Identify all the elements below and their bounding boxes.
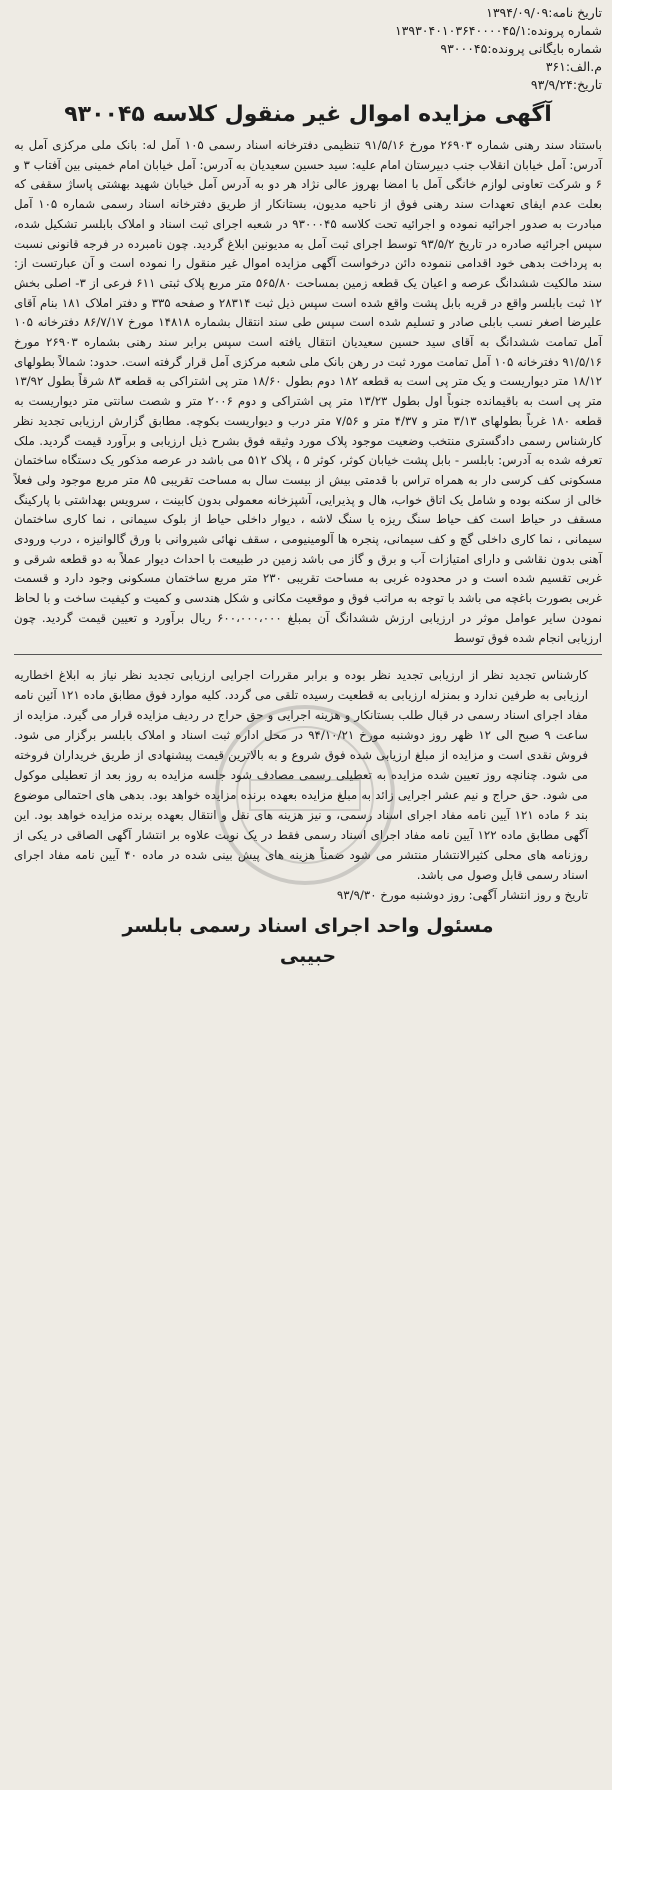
notice-continuation: کارشناس تجدید نظر از ارزیابی تجدید نظر بوده و برابر مقررات اجرایی ارزیابی تجدید نظر نیاز به ابلاغ اخطاریه ارزیابی به طرفین ندارد و بمنزله ارزیابی به قطعیت رسیده تلقی می گردد. کلیه موارد فوق مطابق ماده ۱۲۱ آئین نامه مفاد اجرای اسناد رسمی در قبال طلب بستانکار و هزینه اجرایی و حق حراج در ردیف مزایده قرار می گیرد. مزایده از ساعت ۹ صبح الی ۱۲ ظهر روز دوشنبه مورخ ۹۴/۱۰/۲۱ در محل اداره ثبت اسناد و املاک بابلسر برگزار می شود. فروش نقدی است و مزایده از مبلغ ارزیابی شده فوق شروع و به بالاترین قیمت پیشنهادی از طریق خریداران فروخته می شود. چنانچه روز تعیین شده مزایده به تعطیلی رسمی مصادف شود جلسه مزایده به روز بعد از تعطیلی موکول می شود. حق حراج و نیم عشر اجرایی زائد به مبلغ مزایده بعهده برنده مزایده خواهد بود. بدهی های احتمالی موضوع بند ۶ ماده ۱۲۱ آیین نامه مفاد اجرای اسناد رسمی، و نیز هزینه های نقل و انتقال بعهده برنده مزایده خواهد بود. این آگهی مطابق ماده ۱۲۲ آیین نامه مفاد اجرای اسناد رسمی فقط در یک نوبت علاوه بر انتشار آگهی الصاقی در یکی از روزنامه های محلی کثیرالانتشار منتشر می شود ضمناً هزینه های پیش بینی شده در ماده ۴۰ آیین نامه مفاد اجرای اسناد رسمی قابل وصول می باشد. — [14, 668, 589, 883]
section-divider — [14, 654, 602, 655]
notice-title: آگهی مزایده اموال غیر منقول کلاسه ۹۳۰۰۴۵ — [64, 102, 552, 127]
signature-name: حبیبی — [279, 945, 337, 968]
notice-content — [0, 0, 612, 969]
notice-date: تاریخ:۹۳/۹/۲۴ — [530, 77, 602, 92]
case-number: شماره پرونده:۱۳۹۳۰۴۰۱۰۳۶۴۰۰۰۰۴۵/۱ — [394, 23, 602, 38]
archive-number: شماره بایگانی پرونده:۹۳۰۰۰۴۵ — [440, 41, 602, 56]
signature-title: مسئول واحد اجرای اسناد رسمی بابلسر — [122, 915, 494, 938]
reference-number: م.الف:۳۶۱ — [545, 59, 602, 74]
notice-body: باستناد سند رهنی شماره ۲۶۹۰۳ مورخ ۹۱/۵/۱۶ تنظیمی دفترخانه اسناد رسمی ۱۰۵ آمل له: بانک ملی مرکزی آمل به آدرس: آمل خیابان انقلاب جنب دبیرستان امام علیه: سید حسین سعیدیان به آدرس: آمل خیابان امام خمینی بین آفتاب ۳ و ۶ و شرکت تعاونی لوازم خانگی آمل با امضا بهروز عالی نژاد هر دو به آدرس آمل خیابان شهید بهشتی پاساژ سقفی که بعلت عدم ایفای تعهدات سند رهنی فوق از ناحیه مدیون، بستانکار از طریق دفترخانه اسناد رسمی شماره ۱۰۵ آمل مبادرت به صدور اجرائیه نموده و اجرائیه تحت کلاسه ۹۳۰۰۰۴۵ در شعبه اجرای ثبت اسناد و املاک بابلسر تشکیل شده، سپس اجرائیه صادره در تاریخ ۹۳/۵/۲ توسط اجرای ثبت آمل به مدیونین ابلاغ گردید. چون نامبرده در فرجه قانونی نسبت به پرداخت بدهی خود اقدامی ننموده دائن درخواست آگهی مزایده اموال غیر منقول را نموده است و آن عبارتست از: سند مالکیت ششدانگ عرصه و اعیان یک قطعه زمین بمساحت ۵۶۵/۸۰ متر مربع پلاک ثبتی ۶۱۱ فرعی از ۳- اصلی بخش ۱۲ ثبت بابلسر واقع در قریه بابل پشت واقع شده است سپس ذیل ثبت ۲۸۳۱۴ و صفحه ۳۳۵ و دفتر املاک ۱۸۱ بنام آقای علیرضا اصغر نسب بابلی صادر و تسلیم شده است سپس طی سند انتقال بشماره ۱۴۸۱۸ مورخ ۸۶/۷/۱۷ دفترخانه ۱۰۵ آمل تمامت ششدانگ به آقای سید حسین سعیدیان انتقال یافته است سپس برابر سند رهنی بشماره ۲۶۹۰۳ مورخ ۹۱/۵/۱۶ دفترخانه ۱۰۵ آمل تمامت مورد ثبت در رهن بانک ملی شعبه مرکزی آمل قرار گرفته است. حدود: شمالاً بطولهای ۱۸/۱۲ متر دیواریست و یک متر پی است به قطعه ۱۸۲ دوم بطول ۱۸/۶۰ متر پی اشتراکی به قطعه ۸۳ شرقاً بطول ۱۳/۹۲ متر پی است به باقیمانده جنوباً اول بطول ۱۳/۲۳ متر پی اشتراکی و دوم ۲۰۰۶ متر و شصت سانتی متر دیواریست به قطعه ۱۸۰ غرباً بطولهای ۳/۱۳ متر و ۴/۳۷ متر و ۷/۵۶ متر درب و دیواریست بکوچه. مطابق گزارش ارزیابی تجدید نظر کارشناس رسمی دادگستری منتخب وضعیت موجود پلاک مورد وثیقه فوق بشرح ذیل ارزیابی و برآورد قیمت گردید. ملک تعرفه شده به آدرس: بابلسر - بابل پشت خیابان کوثر، کوثر ۵ ، پلاک ۵۱۲ می باشد در عرصه مذکور یک دستگاه ساختمان مسکونی کف کرسی دار به همراه تراس با قدمتی بیش از بیست سال به مساحت تقریبی ۸۵ متر مربع موجود ولی فعلاً خالی از سکنه بوده و شامل یک اتاق خواب، هال و پذیرایی، آشپزخانه معمولی بدون کابینت ، سرویس بهداشتی با پارکینگ مسقف در حیاط است کف حیاط سنگ ریزه یا سنگ لاشه ، دیوار داخلی حیاط از بلوک سیمانی ، نما کاری ساختمان سیمانی ، نما کاری داخلی گچ و کف سیمانی، پنجره ها آلومینیومی ، سقف نهائی شیروانی با ورق گالوانیزه ، درب ورودی آهنی بدون نقاشی و دارای امتیازات آب و برق و گاز می باشد زمین در طبیعت با احداث دیوار عملاً به دو قطعه شرقی و غربی تقسیم شده است و در محدوده غربی به مساحت تقریبی ۲۳۰ متر مربع ساختمان مسکونی وجود دارد و قسمت غربی بصورت باغچه می باشد با توجه به مراتب فوق و موقعیت مکانی و شکل هندسی و کمیت و کیفیت ساخت و با لحاظ نمودن سایر عوامل موثر در ارزیابی ارزش ششدانگ آن بمبلغ ۶۰۰،۰۰۰،۰۰۰ ریال برآورد و تعیین قیمت گردید. چون ارزیابی انجام شده فوق توسط — [14, 138, 603, 645]
publish-date: تاریخ و روز انتشار آگهی: روز دوشنبه مورخ ۹۳/۹/۳۰ — [336, 888, 588, 903]
letter-date: تاریخ نامه:۱۳۹۴/۰۹/۰۹ — [486, 5, 602, 20]
